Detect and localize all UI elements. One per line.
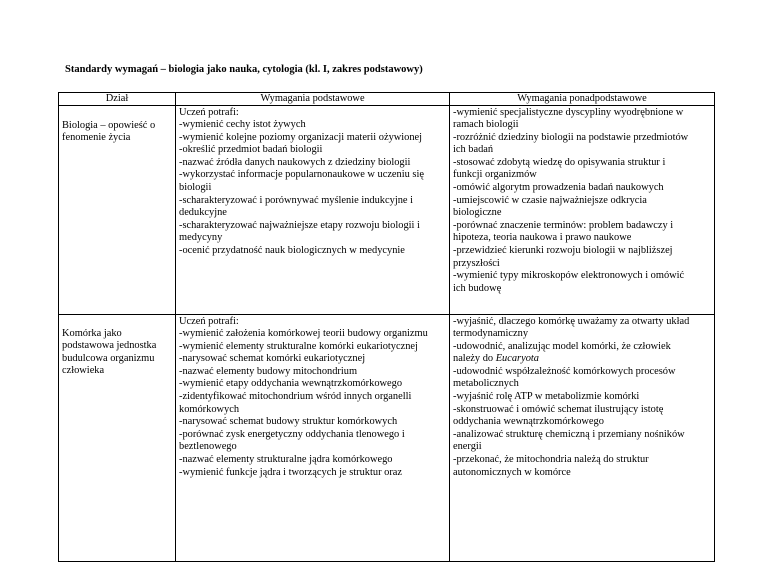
text-line: -narysować schemat komórki eukariotycznej [179,353,366,365]
text-line: ich badań [453,144,494,156]
table-row [59,105,715,314]
text-line: dedukcyjne [179,207,227,219]
text-line: hipoteza, teoria naukowa i prawo naukowe [453,232,632,244]
cell-podstawowe [176,105,450,314]
text-line: -umiejscowić w czasie najważniejsze odkrycia [453,194,647,206]
text-line: medycyny [179,232,223,244]
text-line: -zidentyfikować mitochondrium wśród innych organelli [179,391,412,403]
cell-dzial [59,105,176,314]
cell-ponadpodstawowe [450,105,715,314]
text-line: -nazwać źródła danych naukowych z dziedziny biologii [179,156,411,168]
cell-ponadpodstawowe [450,314,715,561]
header-dzial: Dział [59,93,176,106]
text-line: komórkowych [179,403,240,415]
text-line: -wymienić etapy oddychania wewnątrzkomórkowego [179,378,403,390]
text-line [453,353,711,366]
text-line: -przekonać, że mitochondria należą do struktur [453,454,649,466]
text-line: funkcji organizmów [453,169,537,181]
text-line: -wymienić elementy strukturalne komórki eukariotycznej [179,340,418,352]
text-line: ramach biologii [453,119,519,131]
header-podstawowe: Wymagania podstawowe [176,93,450,106]
text-line: -nazwać elementy strukturalne jądra komórkowego [179,454,393,466]
text-line: autonomicznych w komórce [453,466,571,478]
text-line: -wymienić typy mikroskopów elektronowych i omówić [453,270,685,282]
text-line: biologii [179,182,212,194]
text-line: budulcowa organizmu [62,352,155,364]
text-line: biologiczne [453,207,502,219]
text-line: -omówić algorytm prowadzenia badań naukowych [453,182,664,194]
text-line: -ocenić przydatność nauk biologicznych w medycynie [179,245,405,257]
text-line: -porównać znaczenie terminów: problem badawczy i [453,219,674,231]
header-ponadpodstawowe: Wymagania ponadpodstawowe [450,93,715,106]
text-line: -udowodnić współzależność komórkowych procesów [453,365,676,377]
text-line: energii [453,441,482,453]
text-line: Komórka jako [62,327,122,339]
text-line: -udowodnić, analizując model komórki, że człowiek [453,340,671,352]
text-line: -wymienić założenia komórkowej teorii budowy organizmu [179,328,428,340]
text-line: przyszłości [453,257,500,269]
text-line: -wymienić kolejne poziomy organizacji materii ożywionej [179,131,423,143]
text-line: Uczeń potrafi: [179,106,239,118]
text-line: -wymienić cechy istot żywych [179,119,306,131]
standards-table [58,92,715,562]
text-line: Uczeń potrafi: [179,315,239,327]
text-line: -rozróżnić dziedziny biologii na podstawie przedmiotów [453,131,689,143]
text-line: ich budowę [453,282,502,294]
text-line: beztlenowego [179,441,237,453]
table-row [59,314,715,561]
text-line: fenomenie życia [62,132,131,144]
text-fragment: należy do [453,353,496,365]
text-line: -skonstruować i omówić schemat ilustrujący istotę [453,403,664,415]
text-line: metabolicznych [453,378,519,390]
text-line: -wyjaśnić, dlaczego komórkę uważamy za otwarty układ [453,315,690,327]
text-line: -określić przedmiot badań biologii [179,144,323,156]
cell-podstawowe [176,314,450,561]
text-line: -przewidzieć kierunki rozwoju biologii w najbliższej [453,245,673,257]
document-title: Standardy wymagań – biologia jako nauka, cytologia (kl. I, zakres podstawowy) [65,64,423,75]
text-line: -wymienić specjalistyczne dyscypliny wyodrębnione w [453,106,684,118]
cell-dzial [59,314,176,561]
text-line: Biologia – opowieść o [62,119,156,131]
text-line: -wymienić funkcje jądra i tworzących je struktur oraz [179,466,403,478]
text-line: -analizować strukturę chemiczną i przemiany nośników [453,428,685,440]
text-line: -scharakteryzować i porównywać myślenie indukcyjne i [179,194,413,206]
table-header-row [59,93,715,106]
text-line: -porównać zysk energetyczny oddychania tlenowego i [179,428,405,440]
text-line: podstawowa jednostka [62,340,157,352]
text-line: -stosować zdobytą wiedzę do opisywania struktur i [453,156,666,168]
text-line: termodynamiczny [453,328,529,340]
taxon-name: Eucaryota [495,353,539,365]
text-line: oddychania wewnątrzkomórkowego [453,416,604,428]
text-line: -scharakteryzować najważniejsze etapy rozwoju biologii i [179,219,420,231]
text-line: -wykorzystać informacje popularnonaukowe w uczeniu się [179,169,424,181]
text-line: -narysować schemat budowy struktur komórkowych [179,416,398,428]
text-line: -wyjaśnić rolę ATP w metabolizmie komórki [453,391,640,403]
text-line: człowieka [62,365,105,377]
text-line: -nazwać elementy budowy mitochondrium [179,365,358,377]
